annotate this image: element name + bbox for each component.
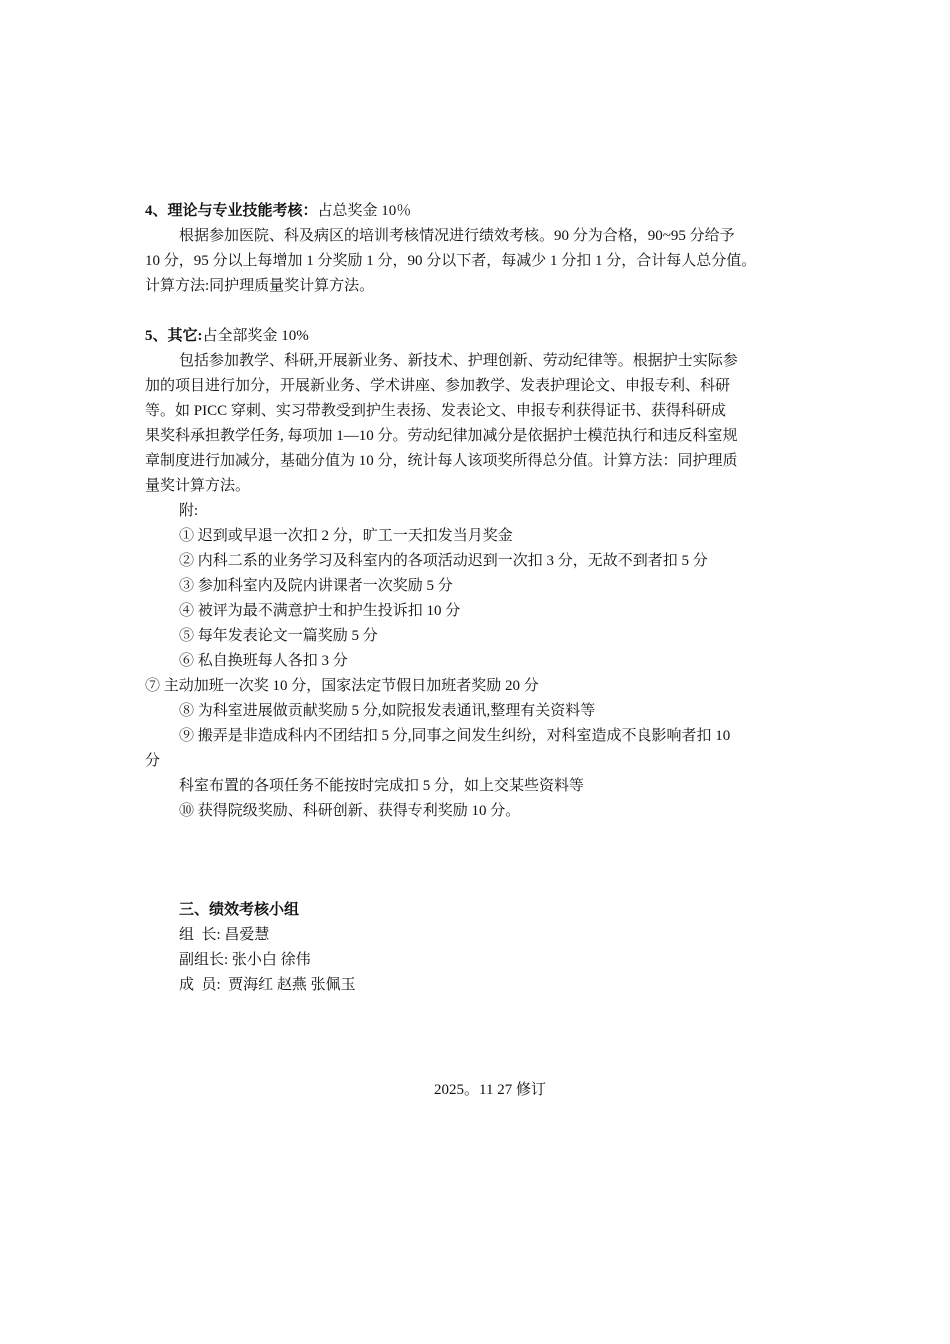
appendix-item-3: ③ 参加科室内及院内讲课者一次奖励 5 分 [179,578,453,594]
group-heading: 三、绩效考核小组 [179,902,300,918]
appendix-item-10: ⑩ 获得院级奖励、科研创新、获得专利奖励 10 分。 [179,803,521,819]
section-5-heading-note: 占全部奖金 10% [202,328,309,344]
section-4-heading-line [145,199,815,224]
section-4-body-line-2: 10 分，95 分以上每增加 1 分奖励 1 分，90 分以下者，每减少 1 分扣 1 分，合计每人总分值。 [145,253,757,269]
appendix-item-2: ② 内科二系的业务学习及科室内的各项活动迟到一次扣 3 分，无故不到者扣 5 分 [179,553,708,569]
section-5-body-line-2: 加的项目进行加分，开展新业务、学术讲座、参加教学、发表护理论文、申报专利、科研 [145,378,731,394]
appendix-item-4: ④ 被评为最不满意护士和护生投诉扣 10 分 [179,603,461,619]
group-leader: 组 长: 昌爱慧 [179,927,270,943]
section-5-body-line-5: 章制度进行加减分，基础分值为 10 分，统计每人该项奖所得总分值。计算方法：同护理质 [145,453,738,469]
document-page [145,199,815,1103]
section-4-body-line-1: 根据参加医院、科及病区的培训考核情况进行绩效考核。90 分为合格，90~95 分给予 [179,228,735,244]
section-5-body-line-6: 量奖计算方法。 [145,478,251,494]
appendix-item-9-line-1: ⑨ 搬弄是非造成科内不团结扣 5 分,同事之间发生纠纷，对科室造成不良影响者扣 10 [179,728,731,744]
appendix-item-9-extra: 科室布置的各项任务不能按时完成扣 5 分，如上交某些资料等 [179,778,585,794]
group-members: 成 员: 贾海红 赵燕 张佩玉 [179,977,356,993]
section-5-body-line-3: 等。如 PICC 穿刺、实习带教受到护生表扬、发表论文、申报专利获得证书、获得科研成 [145,403,726,419]
appendix-item-5: ⑤ 每年发表论文一篇奖励 5 分 [179,628,378,644]
section-5-body-line-1: 包括参加教学、科研,开展新业务、新技术、护理创新、劳动纪律等。根据护士实际参 [179,353,738,369]
revision-date: 2025。11 27 修订 [434,1082,546,1098]
section-5-heading: 5、其它: [145,328,203,344]
appendix-item-8: ⑧ 为科室进展做贡献奖励 5 分,如院报发表通讯,整理有关资料等 [179,703,596,719]
section-5-body-line-4: 果奖科承担教学任务, 每项加 1—10 分。劳动纪律加减分是依据护士模范执行和违反科室规 [145,428,738,444]
appendix-item-6: ⑥ 私自换班每人各扣 3 分 [179,653,348,669]
appendix-label: 附: [179,503,199,519]
appendix-item-9-line-2: 分 [145,753,161,769]
appendix-item-7: ⑦ 主动加班一次奖 10 分，国家法定节假日加班者奖励 20 分 [145,678,539,694]
section-4-heading: 4、理论与专业技能考核： [145,203,318,219]
appendix-item-1: ① 迟到或早退一次扣 2 分，旷工一天扣发当月奖金 [179,528,513,544]
section-5-heading-line [145,324,815,349]
group-vice-leader: 副组长: 张小白 徐伟 [179,952,311,968]
section-4-body-line-3: 计算方法:同护理质量奖计算方法。 [145,278,375,294]
section-4-heading-note: 占总奖金 10％ [317,203,412,219]
